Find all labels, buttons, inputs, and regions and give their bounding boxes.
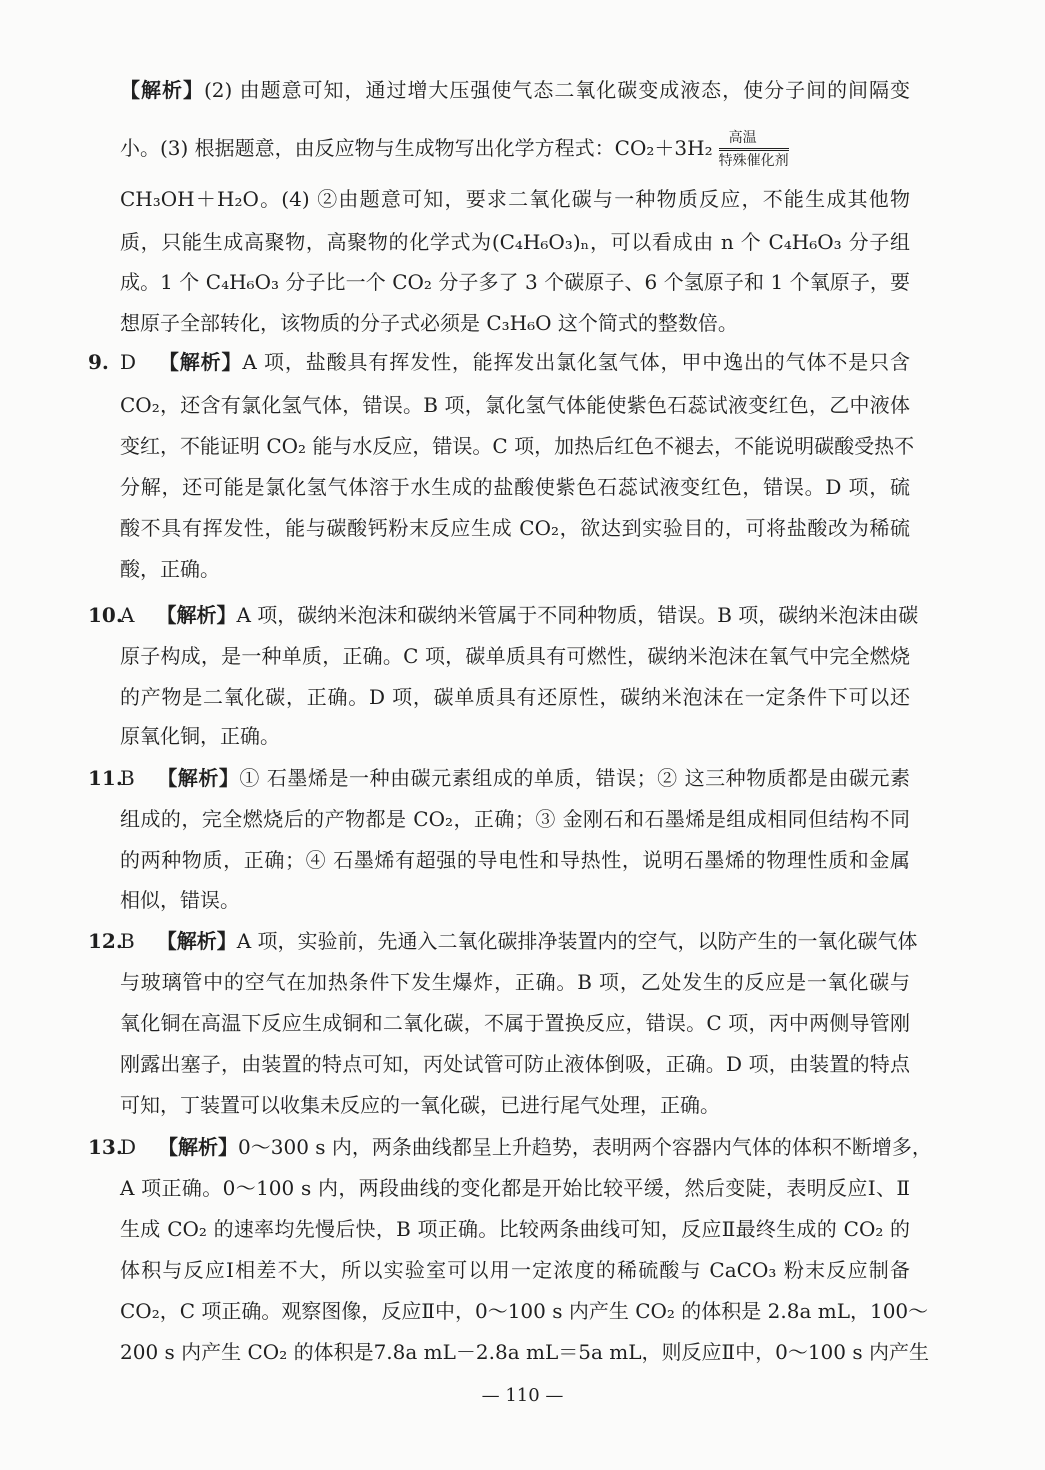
q11-line-2: 组成的，完全燃烧后的产物都是 CO₂，正确；③ 金刚石和石墨烯是组成相同但结构不同 xyxy=(120,807,910,831)
q10-line-4: 原氧化铜，正确。 xyxy=(120,724,280,748)
intro-text-2: 小。(3) 根据题意，由反应物与生成物写出化学方程式：CO₂＋3H₂ xyxy=(120,136,713,160)
intro-text-1: (2) 由题意可知，通过增大压强使气态二氧化碳变成液态，使分子间的间隔变 xyxy=(203,78,911,102)
intro-line-2 xyxy=(120,130,910,169)
q12-answer: B xyxy=(120,929,135,953)
q11-line-4: 相似，错误。 xyxy=(120,888,240,912)
q12-tag: 【解析】 xyxy=(156,929,237,953)
q11-number: 11. xyxy=(88,766,123,790)
q13-tag: 【解析】 xyxy=(158,1135,239,1159)
intro-line-3: CH₃OH＋H₂O。(4) ②由题意可知，要求二氧化碳与一种物质反应，不能生成其他物 xyxy=(120,187,910,211)
q9-line-2: CO₂，还含有氯化氢气体，错误。B 项，氯化氢气体能使紫色石蕊试液变红色，乙中液体 xyxy=(120,393,910,417)
q10-text-1: A 项，碳纳米泡沫和碳纳米管属于不同种物质，错误。B 项，碳纳米泡沫由碳 xyxy=(236,603,919,627)
analysis-tag: 【解析】 xyxy=(120,78,204,102)
q13-answer: D xyxy=(120,1135,137,1159)
q10-answer: A xyxy=(120,603,135,627)
q9-tag: 【解析】 xyxy=(158,350,243,374)
intro-line-6: 想原子全部转化，该物质的分子式必须是 C₃H₆O 这个简式的整数倍。 xyxy=(120,311,738,335)
q13-line-5: CO₂，C 项正确。观察图像，反应Ⅱ中，0～100 s 内产生 CO₂ 的体积是 2.8a mL，100～ xyxy=(120,1299,929,1323)
q12-number: 12. xyxy=(88,929,123,953)
q13-line-4: 体积与反应Ⅰ相差不大，所以实验室可以用一定浓度的稀硫酸与 CaCO₃ 粉末反应制备 xyxy=(120,1258,910,1282)
q11-line-1 xyxy=(120,764,910,792)
q9-text-1: A 项，盐酸具有挥发性，能挥发出氯化氢气体，甲中逸出的气体不是只含 xyxy=(242,350,910,374)
q13-line-2: A 项正确。0～100 s 内，两段曲线的变化都是开始比较平缓，然后变陡，表明反应Ⅰ、Ⅱ xyxy=(120,1176,910,1200)
q12-text-1: A 项，实验前，先通入二氧化碳排净装置内的空气，以防产生的一氧化碳气体 xyxy=(236,929,918,953)
q10-tag: 【解析】 xyxy=(156,603,237,627)
condition-bottom: 特殊催化剂 xyxy=(718,153,789,169)
q12-line-4: 刚露出塞子，由装置的特点可知，丙处试管可防止液体倒吸，正确。D 项，由装置的特点 xyxy=(120,1052,910,1076)
q11-line-3: 的两种物质，正确；④ 石墨烯有超强的导电性和导热性，说明石墨烯的物理性质和金属 xyxy=(120,848,910,872)
q9-line-4: 分解，还可能是氯化氢气体溶于水生成的盐酸使紫色石蕊试液变红色，错误。D 项，硫 xyxy=(120,475,910,499)
q13-text-1: 0～300 s 内，两条曲线都呈上升趋势，表明两个容器内气体的体积不断增多， xyxy=(238,1135,932,1159)
q10-line-1 xyxy=(120,601,919,629)
page-number: — 110 — xyxy=(481,1385,564,1406)
intro-line-4: 质，只能生成高聚物，高聚物的化学式为(C₄H₆O₃)ₙ，可以看成由 n 个 C₄H₆O₃ 分子组 xyxy=(120,230,910,254)
q12-line-5: 可知，丁装置可以收集未反应的一氧化碳，已进行尾气处理，正确。 xyxy=(120,1093,720,1117)
q9-line-5: 酸不具有挥发性，能与碳酸钙粉末反应生成 CO₂，欲达到实验目的，可将盐酸改为稀硫 xyxy=(120,516,910,540)
q9-number: 9. xyxy=(88,350,109,374)
q10-line-3: 的产物是二氧化碳，正确。D 项，碳单质具有还原性，碳纳米泡沫在一定条件下可以还 xyxy=(120,685,910,709)
q11-text-1: ① 石墨烯是一种由碳元素组成的单质，错误；② 这三种物质都是由碳元素 xyxy=(239,766,911,790)
q11-answer: B xyxy=(120,766,135,790)
q12-line-2: 与玻璃管中的空气在加热条件下发生爆炸，正确。B 项，乙处发生的反应是一氧化碳与 xyxy=(120,970,910,994)
q10-number: 10. xyxy=(88,603,123,627)
q9-line-3: 变红，不能证明 CO₂ 能与水反应，错误。C 项，加热后红色不褪去，不能说明碳酸受热不 xyxy=(120,434,915,458)
q12-line-3: 氧化铜在高温下反应生成铜和二氧化碳，不属于置换反应，错误。C 项，丙中两侧导管刚 xyxy=(120,1011,910,1035)
condition-top: 高温 xyxy=(719,130,789,151)
q9-line-6: 酸，正确。 xyxy=(120,557,220,581)
q13-line-1 xyxy=(120,1133,932,1161)
q13-line-3: 生成 CO₂ 的速率均先慢后快，B 项正确。比较两条曲线可知，反应Ⅱ最终生成的 CO₂ 的 xyxy=(120,1217,910,1241)
q10-line-2: 原子构成，是一种单质，正确。C 项，碳单质具有可燃性，碳纳米泡沫在氧气中完全燃烧 xyxy=(120,644,910,668)
q9-line-1 xyxy=(120,348,910,376)
q11-tag: 【解析】 xyxy=(156,766,240,790)
q13-line-6: 200 s 内产生 CO₂ 的体积是7.8a mL－2.8a mL＝5a mL，则反应Ⅱ中，0～100 s 内产生 xyxy=(120,1340,929,1364)
intro-line-1 xyxy=(120,76,910,104)
q9-answer: D xyxy=(120,350,137,374)
reaction-condition xyxy=(719,130,789,169)
q13-number: 13. xyxy=(88,1135,123,1159)
intro-line-5: 成。1 个 C₄H₆O₃ 分子比一个 CO₂ 分子多了 3 个碳原子、6 个氢原子和 1 个氧原子，要 xyxy=(120,270,910,294)
q12-line-1 xyxy=(120,927,918,955)
